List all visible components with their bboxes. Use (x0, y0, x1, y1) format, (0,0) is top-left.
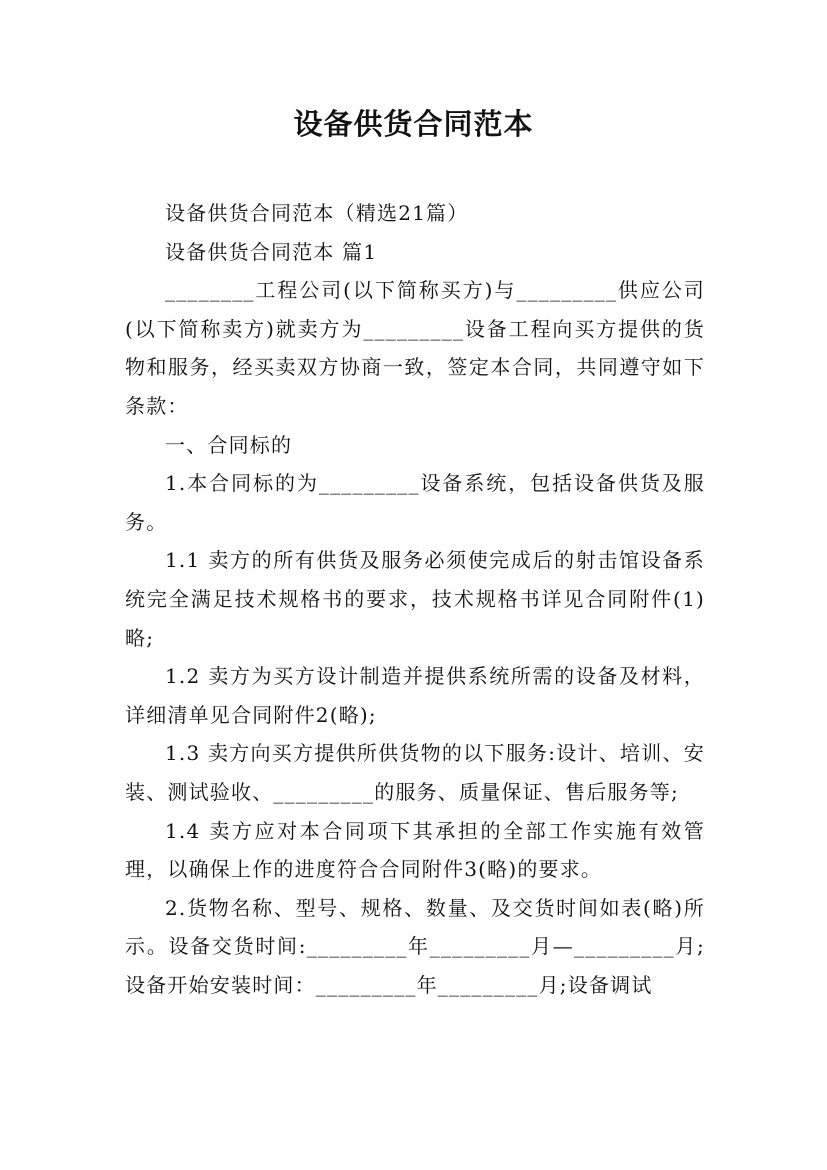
paragraph-clause-1-2: 1.2 卖方为买方设计制造并提供系统所需的设备及材料，详细清单见合同附件2(略); (125, 664, 705, 727)
document-body (125, 194, 705, 1004)
paragraph-clause-1-1: 1.1 卖方的所有供货及服务必须使完成后的射击馆设备系统完全满足技术规格书的要求，技术规格书详见合同附件(1)略; (125, 548, 705, 650)
paragraph-clause-heading: 一、合同标的 (165, 432, 293, 457)
paragraph-clause-1-4: 1.4 卖方应对本合同项下其承担的全部工作实施有效管理，以确保上作的进度符合合同附件3(略)的要求。 (125, 818, 705, 882)
document-title: 设备供货合同范本 (293, 107, 534, 141)
paragraph-clause-1: 1.本合同标的为_________设备系统，包括设备供货及服务。 (125, 471, 705, 534)
paragraph-clause-1-3: 1.3 卖方向买方提供所供货物的以下服务:设计、培训、安装、测试验收、_________的服务、质量保证、售后服务等; (125, 741, 705, 804)
paragraph-clause-2: 2.货物名称、型号、规格、数量、及交货时间如表(略)所示。设备交货时间:_________年_________月—_________月;设备开始安装时间：_________年_________月;设备调试 (125, 895, 705, 997)
paragraph-section-heading: 设备供货合同范本 篇1 (165, 239, 378, 264)
paragraph-intro: ________工程公司(以下简称买方)与_________供应公司(以下简称卖方)就卖方为_________设备工程向买方提供的货物和服务，经买卖双方协商一致，签定本合同，共同遵守如下条款： (125, 278, 705, 418)
paragraph-subtitle: 设备供货合同范本（精选21篇） (165, 201, 469, 225)
